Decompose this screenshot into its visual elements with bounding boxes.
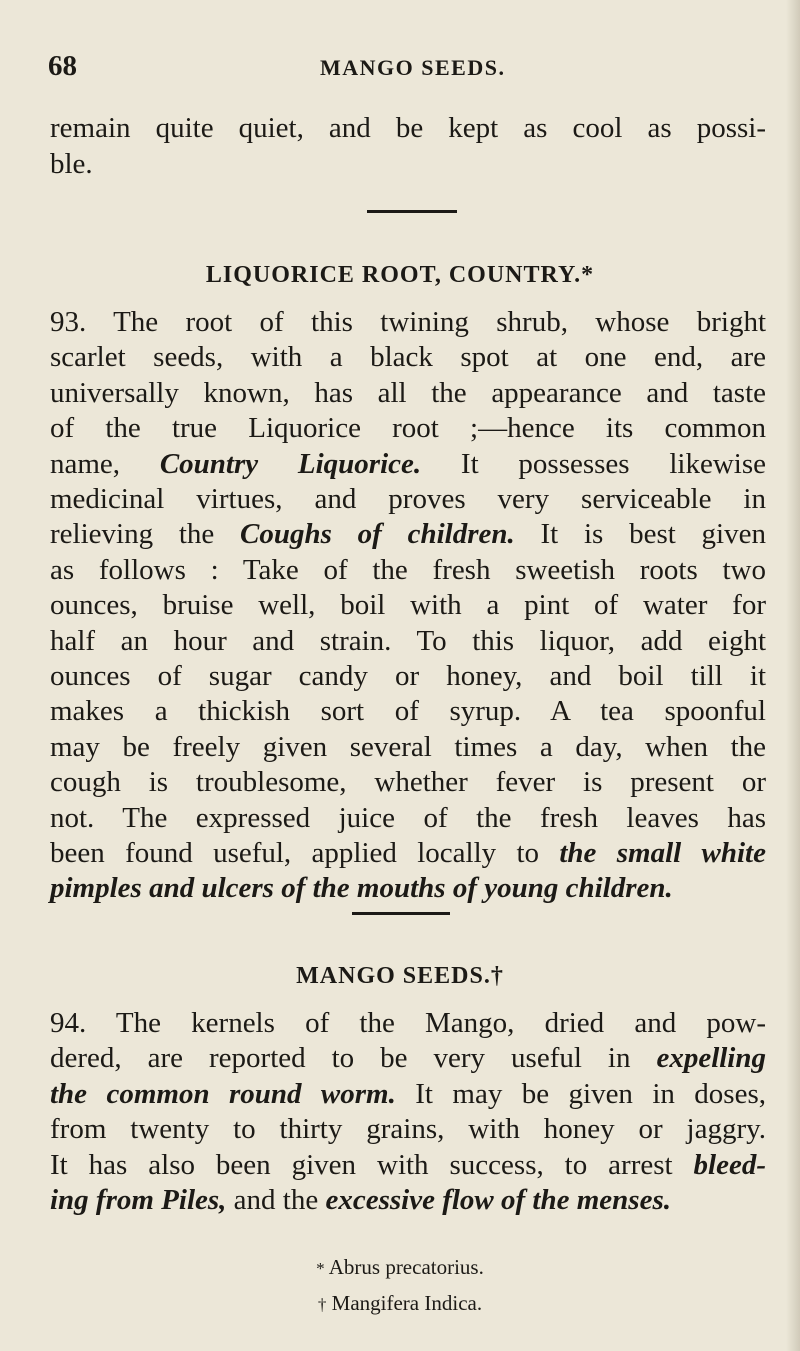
running-head: MANGO SEEDS. [320,55,506,80]
italic-phrase: Coughs of children. [240,518,515,551]
section-divider [352,912,450,915]
text-run: not. The expressed juice of the fresh leaves has [50,801,766,834]
intro-line: remain quite quiet, and be kept as cool as possi- [50,112,766,144]
footnote-text: Mangifera Indica. [331,1291,483,1315]
italic-phrase: bleed- [693,1148,766,1181]
body-line [50,1182,766,1218]
body-line [50,410,766,446]
text-run: It has also been given with success, to arrest [50,1148,694,1181]
body-line [50,800,766,836]
text-run: and the [226,1184,326,1216]
page-edge-shadow [786,0,800,1351]
section-heading-liquorice: LIQUORICE ROOT, COUNTRY.* [205,262,595,288]
section-divider [367,210,457,213]
text-run: cough is troublesome, whether fever is present or [50,766,766,799]
text-run: 93. The root of this twining shrub, whose bright [50,306,766,338]
footnote-abrus [0,1252,800,1284]
body-line [50,446,766,482]
body-line [50,658,766,694]
body-line [50,304,766,340]
body-line [50,1040,766,1076]
body-line [50,693,766,729]
intro-line: ble. [50,148,93,180]
body-line [50,516,766,552]
footnote-mark: * [316,1259,325,1278]
text-run: as follows : Take of the fresh sweetish roots two [50,553,766,586]
text-run: may be freely given several times a day, when the [50,730,766,763]
italic-phrase: ing from Piles, [50,1184,227,1216]
text-run: ounces of sugar candy or honey, and boil till it [50,660,766,692]
text-run: 94. The kernels of the Mango, dried and pow- [50,1007,766,1039]
body-line [50,835,766,871]
text-run: half an hour and strain. To this liquor, add eight [50,624,766,657]
italic-phrase: excessive flow of the menses. [325,1184,671,1216]
body-line [50,1005,766,1041]
text-run: ounces, bruise well, boil with a pint of water for [50,589,766,622]
page-header [48,46,748,86]
section-heading-mango: MANGO SEEDS.† [296,963,504,989]
body-line [50,729,766,765]
text-run: from twenty to thirty grains, with honey or jaggry. [50,1113,766,1146]
page-number: 68 [48,50,77,82]
body-line [50,870,766,906]
body-line [50,1111,766,1147]
italic-phrase: Country Liquorice. [159,447,422,480]
body-line [50,375,766,411]
footnote-mark: † [317,1295,327,1314]
body-line [50,339,766,375]
text-run: universally known, has all the appearance and taste [50,376,766,409]
body-line [50,1147,766,1183]
body-line [50,764,766,800]
text-run: dered, are reported to be very useful in [50,1042,657,1075]
body-line [50,1076,766,1112]
text-run: of the true Liquorice root ;—hence its common [50,412,766,445]
italic-phrase: the common round worm. [50,1077,396,1110]
italic-phrase: expelling [656,1042,766,1075]
body-line [50,587,766,623]
text-run: scarlet seeds, with a black spot at one end, are [50,341,766,374]
body-line [50,623,766,659]
text-run: It may be given in doses, [395,1077,766,1110]
text-run: relieving the [50,518,241,551]
body-line [50,481,766,517]
text-run: name, [50,447,160,480]
text-run: been found useful, applied locally to [50,837,560,869]
body-line [50,552,766,588]
text-run: It is best given [514,518,766,551]
text-run: It possesses likewise [421,447,766,480]
text-run: makes a thickish sort of syrup. A tea spoonful [50,695,766,728]
footnote-text: Abrus precatorius. [328,1255,484,1279]
footnote-mangifera [0,1288,800,1320]
italic-phrase: pimples and ulcers of the mouths of young children. [50,872,673,905]
italic-phrase: the small white [559,837,766,869]
text-run: medicinal virtues, and proves very serviceable in [50,483,766,515]
